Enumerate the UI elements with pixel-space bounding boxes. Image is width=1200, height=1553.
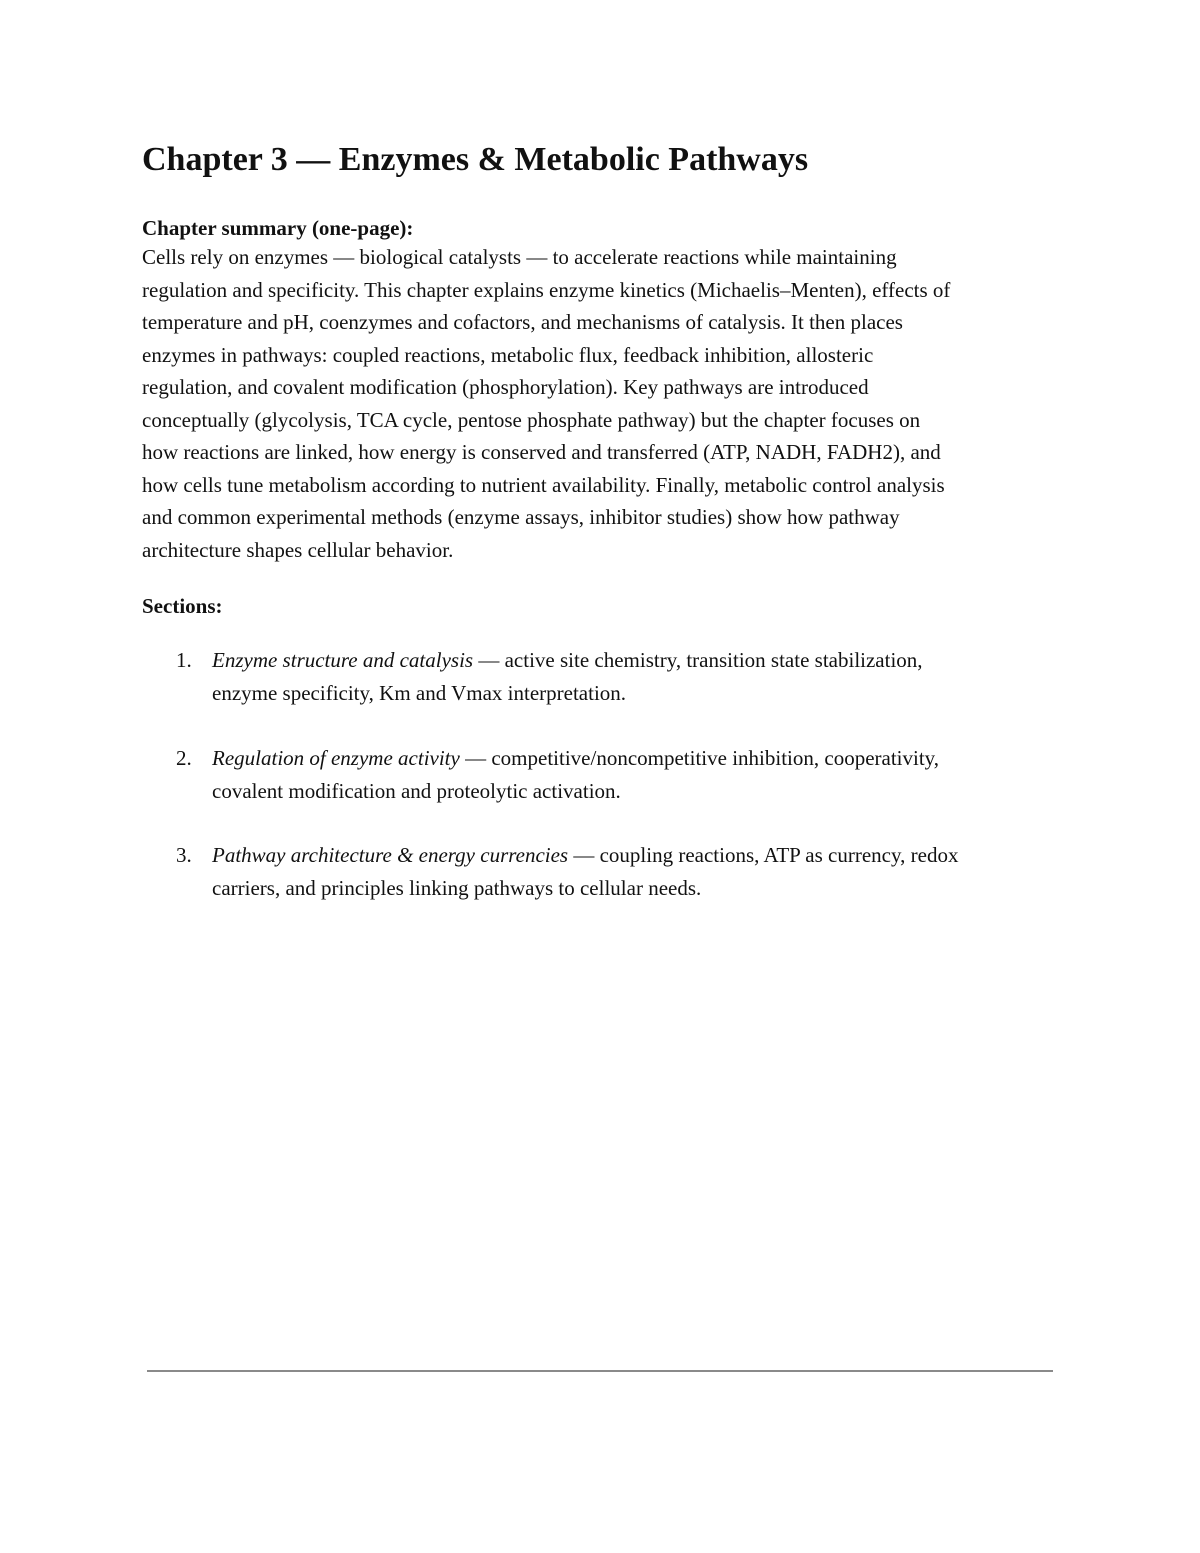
section-description: — active site chemistry, transition state stabilization, (473, 648, 923, 672)
summary-line: conceptually (glycolysis, TCA cycle, pentose phosphate pathway) but the chapter focuses on (142, 407, 921, 432)
summary-line: and common experimental methods (enzyme assays, inhibitor studies) show how pathway (142, 505, 900, 529)
section-text (212, 742, 1062, 807)
section-title: Pathway architecture & energy currencies (212, 843, 569, 867)
summary-line: regulation, and covalent modification (phosphorylation). Key pathways are introduced (142, 375, 869, 399)
section-title: Enzyme structure and catalysis (212, 648, 474, 672)
section-title: Regulation of enzyme activity (212, 746, 460, 770)
footer-divider (147, 1370, 1053, 1372)
sections-heading: Sections: (142, 594, 223, 618)
summary-paragraph (142, 241, 1062, 566)
summary-line: regulation and specificity. This chapter explains enzyme kinetics (Michaelis–Menten), effects of (142, 277, 951, 302)
section-description: — competitive/noncompetitive inhibition, cooperativity, (459, 746, 940, 770)
section-number: 3. (176, 843, 192, 867)
summary-line: temperature and pH, coenzymes and cofactors, and mechanisms of catalysis. It then places (142, 310, 903, 334)
section-continuation: enzyme specificity, Km and Vmax interpretation. (212, 680, 627, 705)
section-description: — coupling reactions, ATP as currency, redox (568, 843, 959, 867)
summary-line: how cells tune metabolism according to nutrient availability. Finally, metabolic control analysis (142, 472, 945, 497)
summary-line: how reactions are linked, how energy is conserved and transferred (ATP, NADH, FADH2), and (142, 440, 941, 464)
section-first-line (212, 644, 1062, 677)
section-text (212, 839, 1062, 904)
section-first-line (212, 742, 1062, 775)
section-number: 2. (176, 746, 192, 770)
summary-line: architecture shapes cellular behavior. (142, 537, 454, 562)
summary-line: Cells rely on enzymes — biological catalysts — to accelerate reactions while maintaining (142, 245, 897, 269)
section-continuation: carriers, and principles linking pathways to cellular needs. (212, 875, 702, 900)
summary-line: enzymes in pathways: coupled reactions, metabolic flux, feedback inhibition, allosteric (142, 342, 874, 367)
section-text (212, 644, 1062, 709)
section-first-line (212, 839, 1062, 872)
chapter-title: Chapter 3 — Enzymes & Metabolic Pathways (142, 141, 809, 178)
summary-heading: Chapter summary (one-page): (142, 216, 414, 240)
section-continuation: covalent modification and proteolytic activation. (212, 778, 621, 803)
section-number: 1. (176, 648, 192, 672)
